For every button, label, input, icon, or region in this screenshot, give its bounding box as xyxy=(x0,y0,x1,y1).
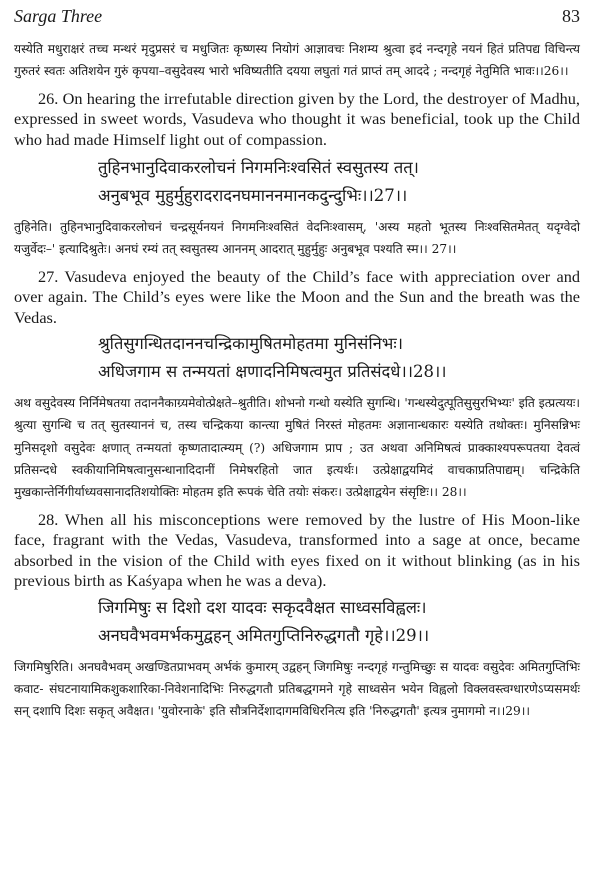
verse-line: अधिजगाम स तन्मयतां क्षणादनिमिषत्वमुत प्रतिसंदधे।।28।। xyxy=(98,362,447,382)
translation-verse-26: 26. On hearing the irrefutable direction given by the Lord, the destroyer of Madhu, expressed in sweet words, Vasudeva who thought it was beneficial, took up the Child who had made Himself light out of compassion. xyxy=(14,88,580,149)
page-header xyxy=(14,6,580,36)
translation-verse-28: 28. When all his misconceptions were removed by the lustre of His Moon-like face, fragrant with the Vedas, Vasudeva, transformed into a sage at once, became absorbed in the vision of the Child with eyes fixed on it without blinking (as in his previous birth as Kaśyapa when he was a deva). xyxy=(14,509,580,591)
verse-line: जिगमिषुः स दिशो दश यादवः सकृदवैक्षत साध्वसविह्वलः। xyxy=(98,597,427,617)
translation-verse-27: 27. Vasudeva enjoyed the beauty of the Child’s face with appreciation over and over again. The Child’s eyes were like the Moon and the Sun and the breath was the Vedas. xyxy=(14,266,580,327)
commentary-verse-27: तुहिनेति। तुहिनभानुदिवाकरलोचनं चन्द्रसूर्यनयनं निगमनिःश्वसितं वेदनिःश्वासम्, 'अस्य महतो भूतस्य निःश्वसितमेतत् यदृग्वेदो यजुर्वेदः–' इत्यादिश्रुतेः। अनघं रम्यं तत् स्वसुतस्य आननम् आदरात् मुहुर्मुहुः अनुबभूव पश्यति स्म।। 27।। xyxy=(14,220,580,257)
verse-line: अनुबभूव मुहुर्मुहुरादरादनघमाननमानकदुन्दुभिः।।27।। xyxy=(98,186,408,206)
page-number: 83 xyxy=(562,6,580,26)
commentary-verse-29: जिगमिषुरिति। अनघवैभवम् अखण्डितप्राभवम् अर्भकं कुमारम् उद्वहन् जिगमिषुः नन्दगृहं गन्तुमिच्छुः स यादवः वसुदेवः अमितगुप्तिभिः कवाट- संघटनायामिकशुकशारिका-निवेशनादिभिः निरुद्धगतौ प्रतिबद्धगमने गृहे साध्वसेन भयेन विह्वलो विक्लवस्त्वग्धारणेऽप्यसमर्थः सन् दशापि दिशः सकृत् अवैक्षत। 'युवोरनाके' इति सौत्रनिर्देशादागमविधिरनित्य इति 'निरुद्धगतौ' इत्यत्र नुमागमो न।।29।। xyxy=(14,659,580,719)
verse-line: तुहिनभानुदिवाकरलोचनं निगमनिःश्वसितं स्वसुतस्य तत्। xyxy=(98,158,419,178)
verse-line: श्रुतिसुगन्धितदाननचन्द्रिकामुषितमोहतमा मुनिसंनिभः। xyxy=(98,334,403,354)
verse-line: अनघवैभवमर्भकमुद्वहन् अमितगुप्तिनिरुद्धगतौ गृहे।।29।। xyxy=(98,625,430,645)
commentary-verse-26: यस्येति मधुराक्षरं तच्च मन्थरं मृदुप्रसरं च मधुजितः कृष्णस्य नियोगं आज्ञावचः निशम्य श्रुत्वा इदं नन्दगृहे नयनं हितं प्रतिपद्य विचिन्त्य गुरुतरं स्वतः अतिशयेन गुरुं कृपया–वसुदेवस्य भारो भविष्यतीति दयया लघुतां गतं प्राप्तं तम् आददे ; नन्दगृहं नेतुमिति भावः।।26।। xyxy=(14,42,580,79)
commentary-verse-28: अथ वसुदेवस्य निर्निमेषतया तदाननैकाग्र्यमेवोत्प्रेक्षते–श्रुतीति। शोभनो गन्धो यस्येति सुगन्धि। 'गन्धस्येदुत्पूतिसुसुरभिभ्यः' इति इत्प्रत्ययः। श्रुत्या सुगन्धि च तत् सुतस्याननं च, तस्य चन्द्रिकया कान्त्या मुषितं निरस्तं मोहतमः अज्ञानान्धकारः यस्येति तथोक्तः। मुनिसन्निभः मुनिसदृशो वसुदेवः क्षणात् तन्मयतां कृष्णतादात्म्यम् (?) अधिजगाम प्राप ; उत अथवा अनिमिषत्वं प्राक्काश्यपरूपतया देवत्वं प्रतिसन्दधे स्वकीयानिमिषत्वानुसन्धानादिदानीं निमेषरहितो जात इत्यर्थः। उत्प्रेक्षाद्वयमिदं वाचकाप्रतिपाद्यम्। चन्द्रिकेति मुखकान्तेर्निगीर्याध्यवसानादतिशयोक्तिः मोहतम इति रूपकं चेति तयोः संकरः। उत्प्रेक्षाद्वयेन संसृष्टिः।। 28।। xyxy=(14,396,580,500)
running-title: Sarga Three xyxy=(14,6,103,26)
sanskrit-verse-28 xyxy=(14,330,580,386)
sanskrit-verse-29 xyxy=(14,594,580,650)
sanskrit-verse-27 xyxy=(14,154,580,210)
